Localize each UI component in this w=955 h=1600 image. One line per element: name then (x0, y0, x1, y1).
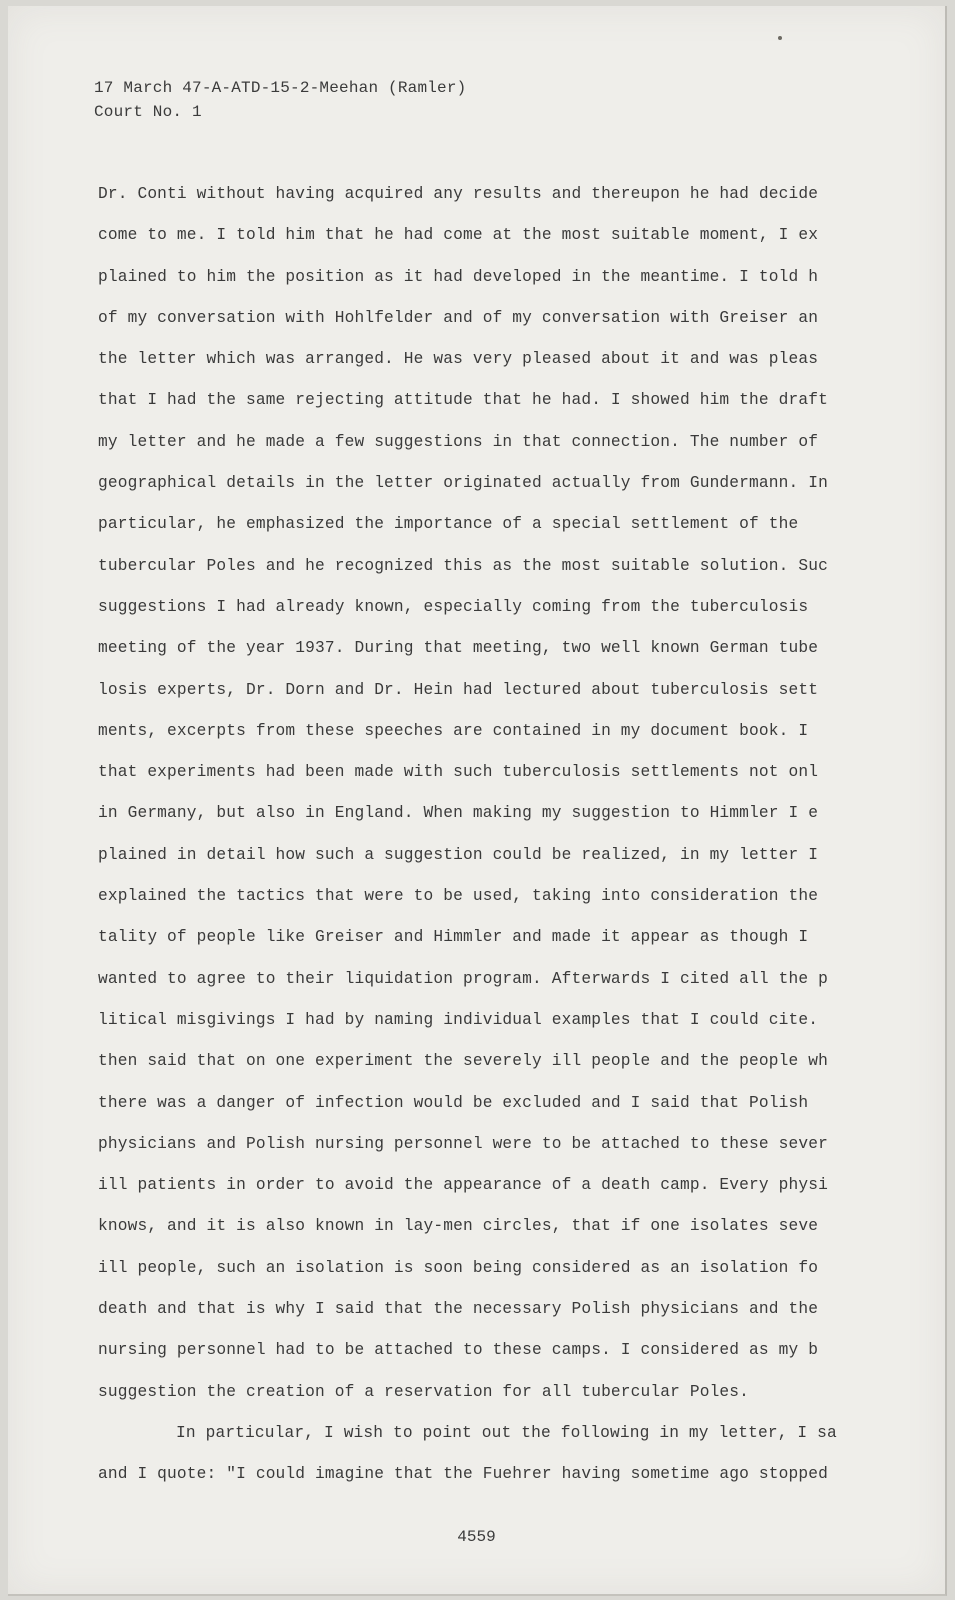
text-line: my letter and he made a few suggestions in that connection. The number of (98, 432, 819, 451)
document-header (94, 76, 466, 124)
text-line: suggestions I had already known, especially coming from the tuberculosis (98, 597, 809, 616)
transcript-body (98, 174, 858, 1496)
text-line: death and that is why I said that the necessary Polish physicians and the (98, 1300, 819, 1319)
text-line: that experiments had been made with such tuberculosis settlements not onl (98, 763, 819, 782)
text-line: ill patients in order to avoid the appearance of a death camp. Every physi (98, 1176, 828, 1195)
text-line: that I had the same rejecting attitude that he had. I showed him the draft (98, 391, 828, 410)
text-line: then said that on one experiment the severely ill people and the people wh (98, 1052, 828, 1071)
ink-speck (778, 36, 782, 40)
text-line: litical misgivings I had by naming individual examples that I could cite. (98, 1010, 819, 1029)
page-number: 4559 (457, 1528, 496, 1546)
text-line: ill people, such an isolation is soon being considered as an isolation fo (98, 1258, 819, 1277)
header-reference-line: 17 March 47-A-ATD-15-2-Meehan (Ramler) (94, 79, 467, 97)
text-line: plained in detail how such a suggestion could be realized, in my letter I (98, 845, 819, 864)
text-line: ments, excerpts from these speeches are contained in my document book. I (98, 721, 809, 740)
text-line: nursing personnel had to be attached to these camps. I considered as my b (98, 1341, 819, 1360)
text-line: Dr. Conti without having acquired any results and thereupon he had decide (98, 185, 819, 203)
text-line: meeting of the year 1937. During that meeting, two well known German tube (98, 639, 819, 658)
text-line: losis experts, Dr. Dorn and Dr. Hein had lectured about tuberculosis sett (98, 680, 819, 699)
text-line: tality of people like Greiser and Himmler and made it appear as though I (98, 928, 809, 947)
text-line: suggestion the creation of a reservation for all tubercular Poles. (98, 1382, 750, 1401)
document-page (8, 6, 947, 1596)
text-line: there was a danger of infection would be excluded and I said that Polish (98, 1093, 809, 1112)
text-line: particular, he emphasized the importance of a special settlement of the (98, 515, 799, 534)
text-line: tubercular Poles and he recognized this as the most suitable solution. Suc (98, 556, 828, 575)
text-line: plained to him the position as it had developed in the meantime. I told h (98, 267, 819, 286)
text-line: knows, and it is also known in lay-men circles, that if one isolates seve (98, 1217, 819, 1236)
paragraph-start-line: In particular, I wish to point out the following in my letter, I sa (176, 1423, 837, 1442)
text-line: the letter which was arranged. He was very pleased about it and was pleas (98, 350, 819, 369)
text-line: explained the tactics that were to be used, taking into consideration the (98, 887, 819, 906)
text-line: of my conversation with Hohlfelder and of my conversation with Greiser an (98, 308, 819, 327)
text-line: wanted to agree to their liquidation program. Afterwards I cited all the p (98, 969, 828, 988)
header-court-line: Court No. 1 (94, 103, 202, 121)
text-line: in Germany, but also in England. When making my suggestion to Himmler I e (98, 804, 819, 823)
text-line: geographical details in the letter originated actually from Gundermann. In (98, 474, 828, 493)
text-line: physicians and Polish nursing personnel were to be attached to these sever (98, 1134, 828, 1153)
text-line: come to me. I told him that he had come at the most suitable moment, I ex (98, 226, 819, 245)
text-line: and I quote: "I could imagine that the Fuehrer having sometime ago stopped (98, 1465, 828, 1484)
